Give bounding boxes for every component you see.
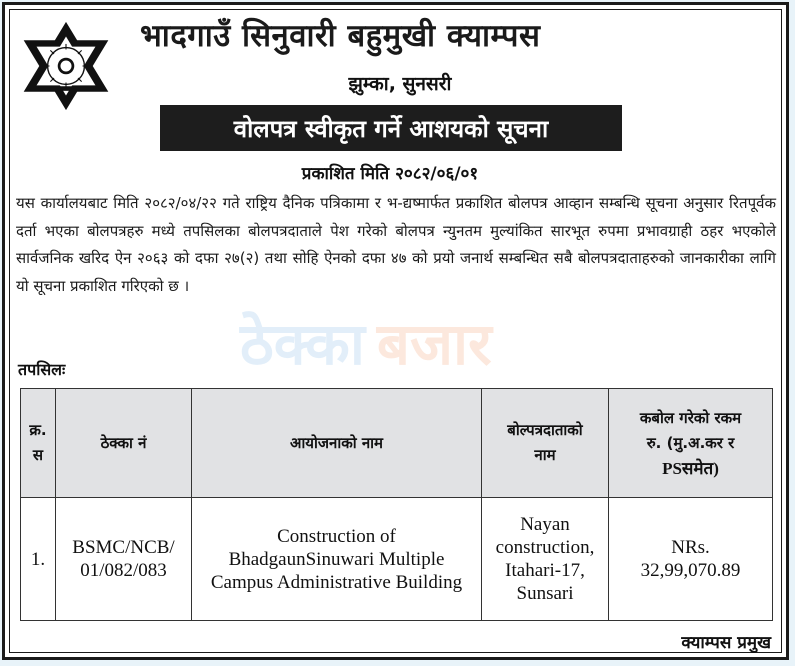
header-bidder-line1: बोल्पत्रदाताको — [507, 421, 583, 439]
watermark-part-2: बजार — [376, 310, 492, 378]
notice-title: वोलपत्र स्वीकृत गर्ने आशयको सूचना — [233, 114, 549, 143]
bidder-line2: construction, — [495, 537, 595, 558]
cell-serial-number: 1. — [21, 498, 56, 621]
project-line3: Campus Administrative Building — [210, 571, 463, 593]
signoff-campus-chief: क्याम्पस प्रमुख — [681, 633, 771, 653]
header-bidder-line2: नाम — [534, 446, 556, 464]
details-label: तपसिलः — [18, 360, 66, 379]
header-amount-line3: PSसमेत) — [662, 458, 719, 478]
contract-no-line2: 01/082/083 — [80, 560, 167, 581]
header-bidder-name — [482, 389, 609, 498]
notice-paragraph: यस कार्यालयबाट मिति २०८२/०४/२२ गते राष्ट्रिय दैनिक पत्रिकामा र भ-द्यष्मार्फत प्रकाशित बोलपत्र आव्हान सम्बन्धि सूचना अनुसार रितपूर्वक दर्ता भएका बोलपत्रहरु मध्ये तपसिलका बोलपत्रदाताले पेश गरेको बोलपत्र न्युनतम मुल्यांकित सारभूत रुपमा प्रभावग्राही ठहर भएकोले सार्वजनिक खरिद ऐन २०६३ को दफा २७(२) तथा सोहि ऐनको दफा ४७ को प्रयो जनार्थ सम्बन्धित सबै बोलपत्रदाताहरुको जानकारीका लागि यो सूचना प्रकाशित गरिएको छ । — [16, 194, 776, 295]
watermark-part-1: ठेक्का — [240, 310, 365, 378]
header-amount-line1: कबोल गरेको रकम — [639, 408, 742, 427]
project-line2: BhadgaunSinuwari Multiple — [228, 548, 445, 570]
header-sn-line1: क्र. — [29, 421, 47, 439]
campus-name-title: भादगाउँ सिनुवारी बहुमुखी क्याम्पस — [140, 18, 541, 54]
campus-star-emblem-icon — [20, 20, 112, 112]
header-contract-no: ठेक्का नं — [56, 389, 192, 498]
cell-contract-no — [56, 498, 192, 621]
header-amount-line2: रु. (मु.अ.कर र — [646, 433, 735, 452]
bidder-line4: Sunsari — [516, 583, 574, 604]
header-bid-amount — [609, 389, 773, 498]
campus-location: झुम्का, सुनसरी — [348, 73, 452, 95]
project-line1: Construction of — [277, 525, 396, 547]
header-serial-number — [21, 389, 56, 498]
amount-line1: NRs. — [671, 537, 710, 558]
table-header-row — [21, 389, 773, 498]
cell-project-name — [192, 498, 482, 621]
header-project-name: आयोजनाको नाम — [192, 389, 482, 498]
cell-bid-amount — [609, 498, 773, 621]
table-row — [21, 498, 773, 621]
bidder-line1: Nayan — [520, 514, 570, 535]
tender-table — [20, 388, 773, 621]
published-date: प्रकाशित मिति २०८२/०६/०१ — [301, 164, 479, 184]
contract-no-line1: BSMC/NCB/ — [72, 537, 175, 558]
bidder-line3: Itahari-17, — [505, 560, 585, 581]
notice-title-banner — [160, 105, 622, 151]
cell-bidder-name — [482, 498, 609, 621]
header-sn-line2: स — [32, 446, 44, 464]
amount-line2: 32,99,070.89 — [640, 560, 741, 581]
